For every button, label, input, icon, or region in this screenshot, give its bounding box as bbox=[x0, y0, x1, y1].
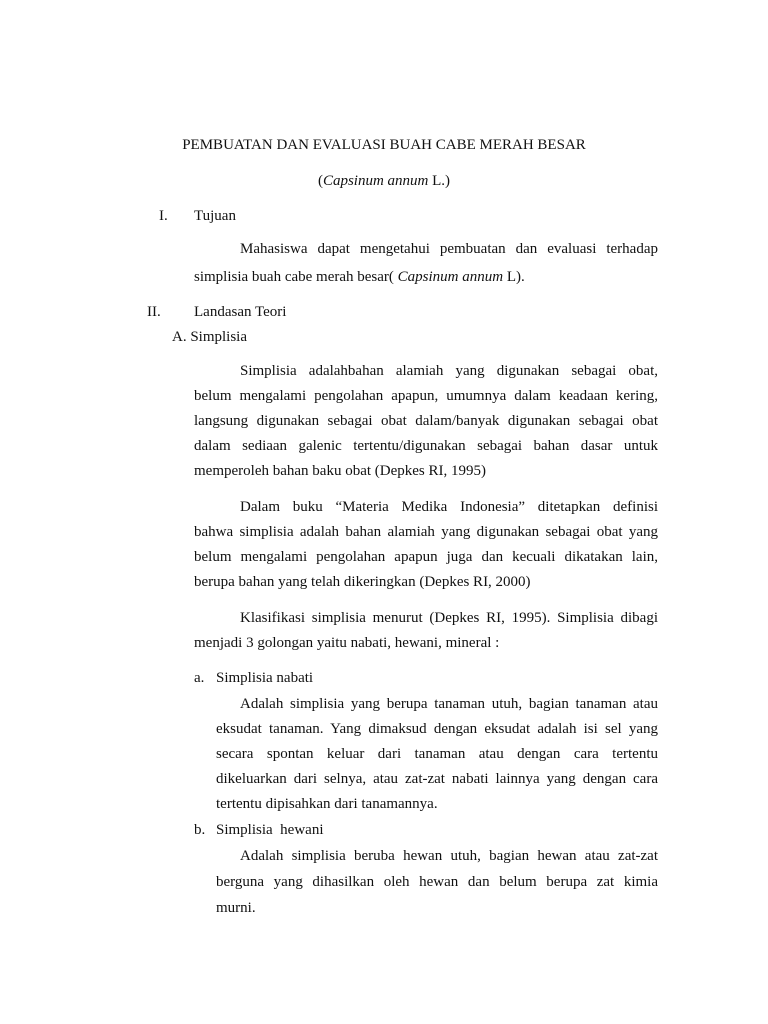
subtitle-author: L.) bbox=[428, 173, 451, 189]
list-item-line: murni. bbox=[216, 900, 256, 916]
paragraph-line: bahwa simplisia adalah bahan alamiah yang digunakan sebagai obat yang bbox=[194, 524, 658, 540]
section-1-text: L). bbox=[503, 269, 525, 285]
paragraph-line: berupa bahan yang telah dikeringkan (Depkes RI, 2000) bbox=[194, 574, 531, 590]
subtitle-species: Capsinum annum bbox=[322, 173, 429, 189]
paragraph-line: belum mengalami pengolahan apapun juga dan kecuali dikatakan lain, bbox=[194, 549, 658, 565]
list-item-b-heading: Simplisia hewani bbox=[216, 822, 324, 838]
paragraph-line: Dalam buku “Materia Medika Indonesia” ditetapkan definisi bbox=[240, 499, 658, 515]
paragraph-line: menjadi 3 golongan yaitu nabati, hewani, mineral : bbox=[194, 635, 500, 651]
section-1-text: simplisia buah cabe merah besar( bbox=[194, 269, 398, 285]
list-item-line: berguna yang dihasilkan oleh hewan dan belum berupa zat kimia bbox=[216, 874, 658, 890]
paragraph-line: belum mengalami pengolahan apapun, umumnya dalam keadaan kering, bbox=[194, 388, 658, 404]
paragraph-line: memperoleh bahan baku obat (Depkes RI, 1995) bbox=[194, 463, 486, 479]
section-1-line bbox=[194, 270, 525, 285]
list-item-a-heading: Simplisia nabati bbox=[216, 670, 314, 686]
paragraph-line: Klasifikasi simplisia menurut (Depkes RI, 1995). Simplisia dibagi bbox=[240, 610, 658, 626]
list-item-a-label: a. bbox=[194, 670, 205, 686]
section-1-line: Mahasiswa dapat mengetahui pembuatan dan evaluasi terhadap bbox=[240, 241, 658, 257]
section-1-number: I. bbox=[159, 208, 168, 224]
paragraph-line: Simplisia adalahbahan alamiah yang digunakan sebagai obat, bbox=[240, 363, 658, 379]
document-subtitle bbox=[0, 174, 768, 189]
list-item-line: dikeluarkan dari selnya, atau zat-zat nabati lainnya yang dengan cara bbox=[216, 771, 658, 787]
section-2-number: II. bbox=[147, 304, 161, 320]
list-item-line: eksudat tanaman. Yang dimaksud dengan eksudat adalah isi sel yang bbox=[216, 721, 658, 737]
list-item-line: Adalah simplisia yang berupa tanaman utuh, bagian tanaman atau bbox=[240, 696, 658, 712]
subtitle-open: ( bbox=[317, 173, 323, 189]
list-item-line: secara spontan keluar dari tanaman atau dengan cara tertentu bbox=[216, 746, 658, 762]
subsection-a-heading: A. Simplisia bbox=[172, 329, 248, 345]
paragraph-line: dalam sediaan galenic tertentu/digunakan sebagai bahan dasar untuk bbox=[194, 438, 658, 454]
section-1-heading: Tujuan bbox=[194, 208, 236, 224]
paragraph-line: langsung digunakan sebagai obat dalam/banyak digunakan sebagai obat bbox=[194, 413, 658, 429]
list-item-line: tertentu dipisahkan dari tanamannya. bbox=[216, 796, 438, 812]
section-1-species: Capsinum annum bbox=[397, 269, 504, 285]
document-title: PEMBUATAN DAN EVALUASI BUAH CABE MERAH BESAR bbox=[182, 137, 586, 153]
list-item-line: Adalah simplisia beruba hewan utuh, bagian hewan atau zat-zat bbox=[240, 848, 658, 864]
list-item-b-label: b. bbox=[194, 822, 206, 838]
section-2-heading: Landasan Teori bbox=[194, 304, 287, 320]
